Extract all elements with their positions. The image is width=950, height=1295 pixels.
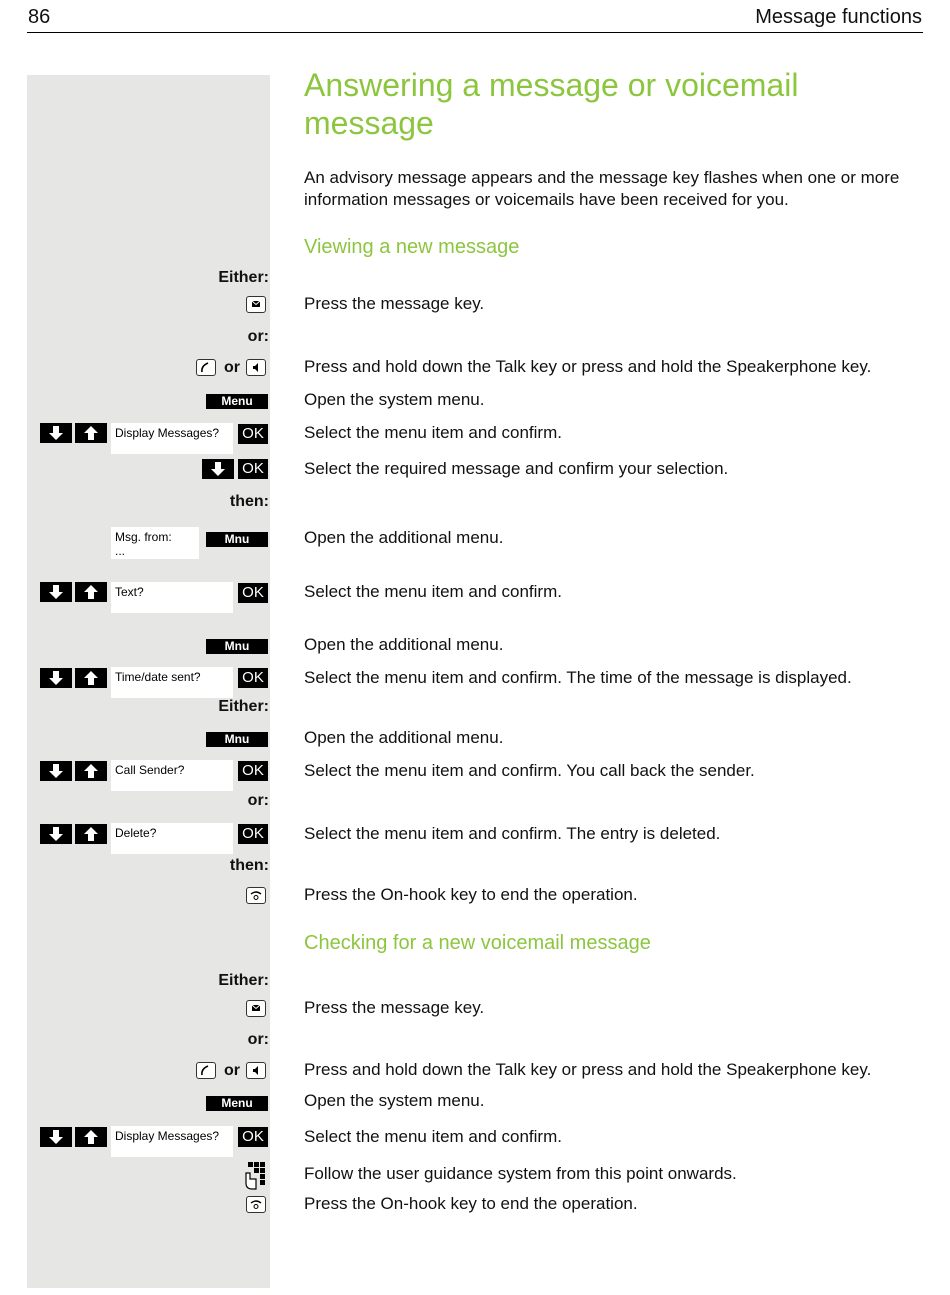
section-heading-viewing: Viewing a new message bbox=[304, 236, 520, 258]
step-select-timedate: Select the menu item and confirm. The time of the message is displayed. bbox=[304, 668, 852, 687]
step-select-required: Select the required message and confirm your selection. bbox=[304, 459, 729, 478]
talk-key-icon bbox=[196, 359, 216, 376]
step-additional-menu-2: Open the additional menu. bbox=[304, 635, 504, 654]
up-arrow-key-icon bbox=[75, 761, 107, 781]
step-guidance: Follow the user guidance system from this point onwards. bbox=[304, 1164, 737, 1183]
ok-key: OK bbox=[238, 1127, 268, 1147]
or-label: or: bbox=[247, 328, 269, 345]
text-screen: Text? bbox=[111, 582, 233, 613]
speakerphone-key-icon bbox=[246, 359, 266, 376]
step-select-text: Select the menu item and confirm. bbox=[304, 582, 562, 601]
timedate-screen: Time/date sent? bbox=[111, 667, 233, 698]
menu-softkey: Menu bbox=[206, 394, 268, 409]
up-arrow-key-icon bbox=[75, 1127, 107, 1147]
mnu-softkey: Mnu bbox=[206, 639, 268, 654]
down-arrow-key-icon bbox=[40, 1127, 72, 1147]
step-open-menu: Open the system menu. bbox=[304, 390, 485, 409]
then-label: then: bbox=[229, 493, 269, 510]
step-additional-menu-3: Open the additional menu. bbox=[304, 728, 504, 747]
msg-from-line1: Msg. from: bbox=[115, 530, 172, 544]
up-arrow-key-icon bbox=[75, 582, 107, 602]
page-title: Answering a message or voicemail message bbox=[304, 67, 799, 141]
up-arrow-key-icon bbox=[75, 423, 107, 443]
step-talk-key: Press and hold down the Talk key or press and hold the Speakerphone key. bbox=[304, 357, 872, 376]
mnu-softkey: Mnu bbox=[206, 532, 268, 547]
or-label-3: or: bbox=[247, 1031, 269, 1048]
display-messages-screen: Display Messages? bbox=[111, 1126, 233, 1157]
step-select-confirm: Select the menu item and confirm. bbox=[304, 423, 562, 442]
then-label-2: then: bbox=[229, 857, 269, 874]
msg-from-line2: ... bbox=[115, 544, 126, 558]
step-delete: Select the menu item and confirm. The entry is deleted. bbox=[304, 824, 721, 843]
ok-key: OK bbox=[238, 424, 268, 444]
step-open-menu-2: Open the system menu. bbox=[304, 1091, 485, 1110]
step-additional-menu: Open the additional menu. bbox=[304, 528, 504, 547]
step-message-key: Press the message key. bbox=[304, 294, 485, 313]
or-keyword: or bbox=[224, 359, 240, 376]
speakerphone-key-icon bbox=[246, 1062, 266, 1079]
up-arrow-key-icon bbox=[75, 668, 107, 688]
ok-key: OK bbox=[238, 761, 268, 781]
intro-paragraph: An advisory message appears and the message key flashes when one or more information messages or voicemails have been received for you. bbox=[304, 168, 900, 209]
msg-from-screen bbox=[111, 527, 199, 559]
or-label-2: or: bbox=[247, 792, 269, 809]
down-arrow-key-icon bbox=[40, 582, 72, 602]
section-heading-voicemail: Checking for a new voicemail message bbox=[304, 932, 651, 954]
down-arrow-key-icon bbox=[40, 824, 72, 844]
call-sender-screen: Call Sender? bbox=[111, 760, 233, 791]
or-keyword: or bbox=[224, 1062, 240, 1079]
step-call-sender: Select the menu item and confirm. You call back the sender. bbox=[304, 761, 755, 780]
page-number: 86 bbox=[28, 6, 51, 28]
step-onhook: Press the On-hook key to end the operation. bbox=[304, 885, 638, 904]
down-arrow-key-icon bbox=[202, 459, 234, 479]
menu-softkey: Menu bbox=[206, 1096, 268, 1111]
up-arrow-key-icon bbox=[75, 824, 107, 844]
either-label-2: Either: bbox=[218, 698, 269, 715]
either-label-3: Either: bbox=[218, 972, 269, 989]
step-select-confirm-2: Select the menu item and confirm. bbox=[304, 1127, 562, 1146]
talk-key-icon bbox=[196, 1062, 216, 1079]
either-label: Either: bbox=[218, 269, 269, 286]
mnu-softkey: Mnu bbox=[206, 732, 268, 747]
keypad-icon bbox=[242, 1161, 268, 1191]
ok-key: OK bbox=[238, 824, 268, 844]
ok-key: OK bbox=[238, 668, 268, 688]
step-onhook-2: Press the On-hook key to end the operation. bbox=[304, 1194, 638, 1213]
display-messages-screen: Display Messages? bbox=[111, 423, 233, 454]
message-key-icon bbox=[246, 296, 266, 313]
delete-screen: Delete? bbox=[111, 823, 233, 854]
message-key-icon bbox=[246, 1000, 266, 1017]
down-arrow-key-icon bbox=[40, 423, 72, 443]
step-talk-key-2: Press and hold down the Talk key or press and hold the Speakerphone key. bbox=[304, 1060, 872, 1079]
down-arrow-key-icon bbox=[40, 761, 72, 781]
onhook-key-icon bbox=[246, 887, 266, 904]
down-arrow-key-icon bbox=[40, 668, 72, 688]
step-message-key-2: Press the message key. bbox=[304, 998, 485, 1017]
section-title: Message functions bbox=[755, 6, 922, 28]
header-rule bbox=[27, 32, 923, 33]
ok-key: OK bbox=[238, 459, 268, 479]
onhook-key-icon bbox=[246, 1196, 266, 1213]
ok-key: OK bbox=[238, 583, 268, 603]
